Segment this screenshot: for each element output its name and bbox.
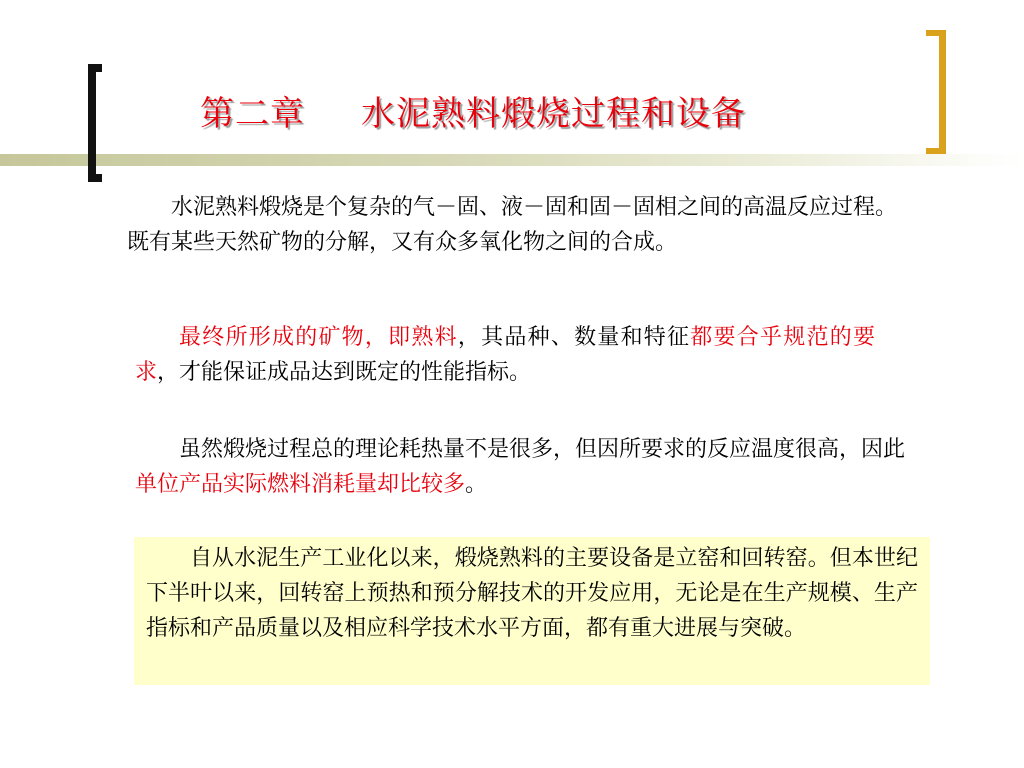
paragraph-3-text-1: 虽然煅烧过程总的理论耗热量不是很多，但因所要求的反应温度很高，因此	[179, 437, 906, 462]
slide-title	[200, 94, 746, 134]
title-chapter: 第二章	[200, 94, 305, 134]
paragraph-2	[135, 320, 875, 390]
title-underline-stripe	[0, 154, 1024, 166]
paragraph-2-text-1: ，其品种、数量和特征	[457, 325, 691, 350]
paragraph-4-highlight-box: 自从水泥生产工业化以来，煅烧熟料的主要设备是立窑和回转窑。但本世纪下半叶以来，回转窑上预热和预分解技术的开发应用，无论是在生产规模、生产指标和产品质量以及相应科学技术水平方面，都有重大进展与突破。	[134, 537, 930, 685]
paragraph-1: 水泥熟料煅烧是个复杂的气－固、液－固和固－固相之间的高温反应过程。既有某些天然矿物的分解，又有众多氧化物之间的合成。	[127, 195, 898, 255]
title-text: 水泥熟料煅烧过程和设备	[361, 94, 746, 134]
left-bracket-decoration	[88, 64, 102, 182]
paragraph-2-highlight-2: 都要合乎规范的要求	[135, 325, 875, 385]
right-bracket-decoration	[926, 30, 946, 154]
paragraph-3-highlight: 单位产品实际燃料消耗量却比较多	[135, 472, 466, 497]
paragraph-2-highlight-1: 最终所形成的矿物，即熟料	[179, 325, 458, 350]
paragraph-3-text-2: 。	[465, 472, 488, 497]
paragraph-3	[135, 432, 905, 502]
paragraph-2-text-2: ，才能保证成品达到既定的性能指标。	[157, 360, 532, 385]
